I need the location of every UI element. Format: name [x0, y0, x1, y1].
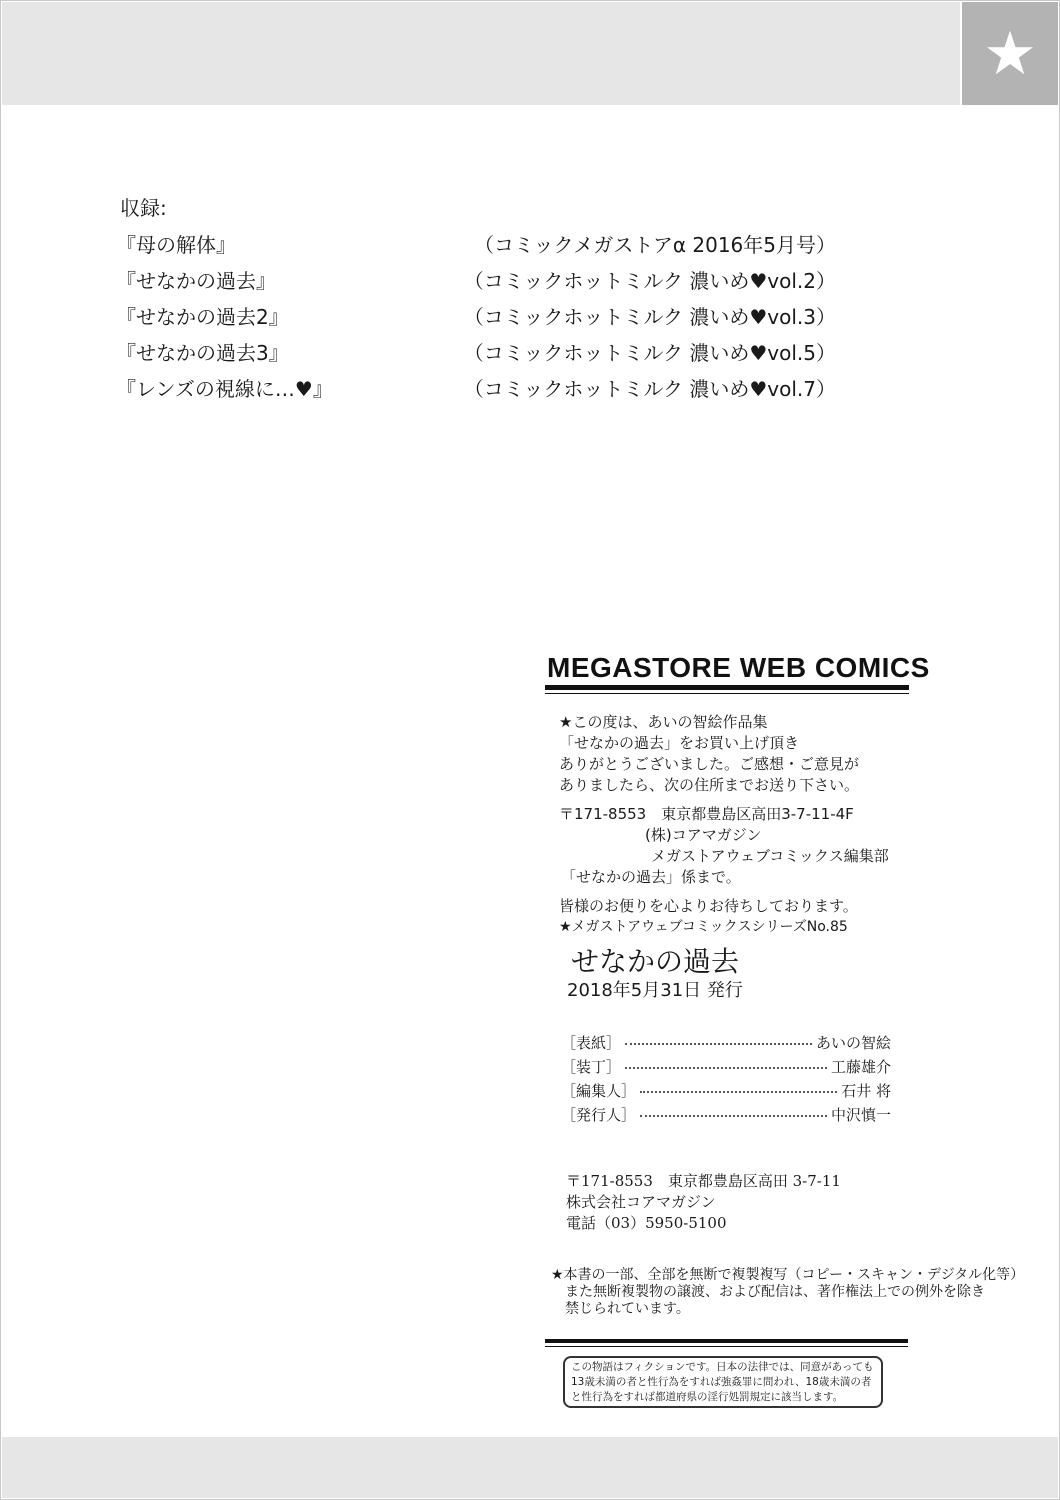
- notice-line: ★本書の一部、全部を無断で複製複写（コピー・スキャン・デジタル化等）: [551, 1267, 1025, 1283]
- leader-dots: [640, 1115, 827, 1117]
- staff-row: [561, 1030, 891, 1054]
- disclaimer-line: 13歳未満の者と性行為をすれば強姦罪に問われ、18歳未満の者: [571, 1376, 872, 1388]
- staff-role: ［表紙］: [561, 1033, 622, 1052]
- staff-name: あいの智絵: [815, 1033, 891, 1052]
- fiction-disclaimer: [563, 1356, 883, 1408]
- notice-line: また無断複製物の譲渡、および配信は、著作権法上での例外を除き: [565, 1284, 985, 1300]
- info-block: [559, 712, 889, 938]
- series-line: ★メガストアウェブコミックスシリーズNo.85: [559, 919, 848, 935]
- credit-source: （コミックホットミルク 濃いめ♥vol.3）: [463, 304, 836, 329]
- waiting-line: 皆様のお便りを心よりお待ちしております。: [559, 897, 858, 915]
- leader-dots: [640, 1091, 837, 1093]
- credit-source: （コミックホットミルク 濃いめ♥vol.2）: [463, 268, 836, 293]
- notice-line: 禁じられています。: [565, 1301, 690, 1317]
- credit-row: [116, 261, 836, 297]
- credit-source: （コミックメガストアα 2016年5月号）: [474, 232, 836, 257]
- credit-row: [116, 369, 836, 405]
- staff-role: ［装丁］: [561, 1057, 622, 1076]
- credit-work: 『レンズの視線に…♥』: [116, 376, 333, 401]
- credit-row: [116, 333, 836, 369]
- leader-dots: [625, 1067, 827, 1069]
- staff-name: 石井 将: [841, 1081, 891, 1100]
- staff-row: [561, 1054, 891, 1078]
- staff-row: [561, 1102, 891, 1126]
- lower-rule-thin: [545, 1346, 908, 1347]
- address-line: (株)コアマガジン: [645, 826, 762, 844]
- top-band: [2, 2, 960, 105]
- address-line: 「せなかの過去」係まで。: [561, 868, 741, 886]
- address-line: 〒171-8553 東京都豊島区高田3-7-11-4F: [559, 805, 854, 823]
- star-icon: ★: [983, 18, 1037, 89]
- corner-tab: [962, 2, 1058, 105]
- credit-work: 『せなかの過去3』: [116, 340, 289, 365]
- publisher-line: 株式会社コアマガジン: [566, 1193, 716, 1211]
- staff-list: [561, 1030, 891, 1126]
- credit-work: 『母の解体』: [116, 232, 236, 257]
- brand-title: MEGASTORE WEB COMICS: [547, 652, 930, 683]
- thanks-line: ★この度は、あいの智絵作品集: [559, 713, 768, 731]
- disclaimer-line: と性行為をすれば都道府県の淫行処罰規定に該当します。: [571, 1391, 844, 1403]
- copyright-notice: [551, 1267, 1025, 1318]
- credits-title: 収録:: [120, 196, 167, 220]
- staff-row: [561, 1078, 891, 1102]
- credits-list: [116, 225, 836, 405]
- lower-rule: [545, 1339, 908, 1343]
- thanks-line: ありましたら、次の住所までお送り下さい。: [559, 776, 860, 794]
- publication-date: 2018年5月31日 発行: [567, 980, 743, 1001]
- leader-dots: [625, 1043, 812, 1045]
- staff-role: ［編集人］: [561, 1081, 637, 1100]
- credit-work: 『せなかの過去2』: [116, 304, 289, 329]
- thanks-line: ありがとうございました。ご感想・ご意見が: [559, 755, 860, 773]
- disclaimer-line: この物語はフィクションです。日本の法律では、同意があっても: [571, 1361, 874, 1373]
- credit-row: [116, 297, 836, 333]
- publisher-address: [566, 1171, 841, 1234]
- staff-name: 中沢慎一: [830, 1105, 891, 1124]
- credit-source: （コミックホットミルク 濃いめ♥vol.7）: [463, 376, 836, 401]
- publisher-line: 電話（03）5950-5100: [566, 1214, 727, 1232]
- staff-role: ［発行人］: [561, 1105, 637, 1124]
- brand-rule: [545, 685, 909, 690]
- credit-work: 『せなかの過去』: [116, 268, 276, 293]
- credit-source: （コミックホットミルク 濃いめ♥vol.5）: [463, 340, 836, 365]
- address-line: メガストアウェブコミックス編集部: [651, 847, 889, 865]
- bottom-band: [2, 1437, 1058, 1498]
- book-title: せなかの過去: [571, 945, 740, 978]
- credit-row: [116, 225, 836, 261]
- publisher-line: 〒171-8553 東京都豊島区高田 3-7-11: [566, 1172, 841, 1190]
- brand-rule-thin: [545, 693, 909, 694]
- thanks-line: 「せなかの過去」をお買い上げ頂き: [559, 734, 800, 752]
- staff-name: 工藤雄介: [830, 1057, 891, 1076]
